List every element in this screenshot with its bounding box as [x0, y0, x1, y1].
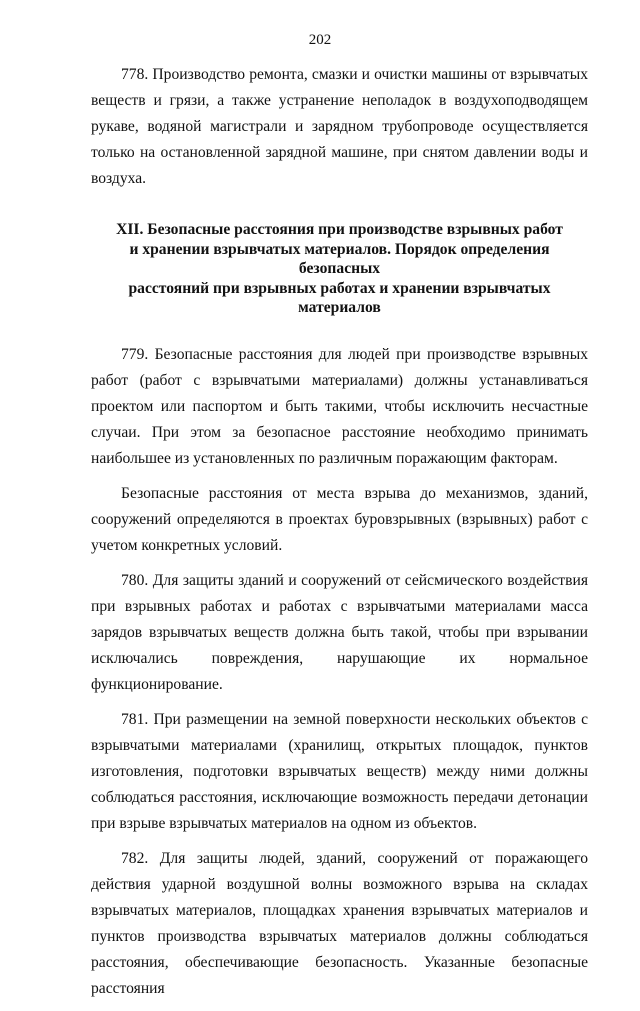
paragraph-782: 782. Для защиты людей, зданий, сооружений от поражающего действия ударной воздушной волны возможного взрыва на складах взрывчатых материалов, площадках хранения взрывчатых материалов и пунктов производства взрывчатых материалов должны соблюдаться расстояния, обеспечивающие безопасность. Указанные безопасные расстояния: [91, 849, 588, 997]
paragraph-781: 781. При размещении на земной поверхности нескольких объектов с взрывчатыми материалами (хранилищ, открытых площадок, пунктов изготовления, подготовки взрывчатых веществ) между ними должны соблюдаться расстояния, исключающие возможность передачи детонации при взрыве взрывчатых материалов на одном из объектов.: [91, 710, 588, 832]
page-number: 202: [308, 32, 332, 48]
section-heading-line-3: расстояний при взрывных работах и хранении взрывчатых материалов: [128, 279, 551, 316]
paragraph-779: 779. Безопасные расстояния для людей при производстве взрывных работ (работ с взрывчатыми материалами) должны устанавливаться проектом или паспортом и быть такими, чтобы исключить несчастные случаи. При этом за безопасное расстояние необходимо принимать наибольшее из установленных по различным поражающим факторам.: [91, 345, 588, 467]
page-content: [91, 62, 588, 1011]
section-heading-line-2: и хранении взрывчатых материалов. Порядок определения безопасных: [129, 240, 550, 277]
section-heading: [91, 220, 588, 318]
paragraph-780: 780. Для защиты зданий и сооружений от сейсмического воздействия при взрывных работах и работах с взрывчатыми материалами масса зарядов взрывчатых веществ должна быть такой, чтобы при взрывании исключались повреждения, нарушающие их нормальное функционирование.: [91, 571, 588, 693]
paragraph-779-continued: Безопасные расстояния от места взрыва до механизмов, зданий, сооружений определяются в проектах буровзрывных (взрывных) работ с учетом конкретных условий.: [91, 484, 588, 554]
paragraph-778: 778. Производство ремонта, смазки и очистки машины от взрывчатых веществ и грязи, а также устранение неполадок в воздухоподводящем рукаве, водяной магистрали и зарядном трубопроводе осуществляется только на остановленной зарядной машине, при снятом давлении воды и воздуха.: [91, 66, 588, 187]
section-heading-line-1: XII. Безопасные расстояния при производстве взрывных работ: [116, 221, 563, 238]
